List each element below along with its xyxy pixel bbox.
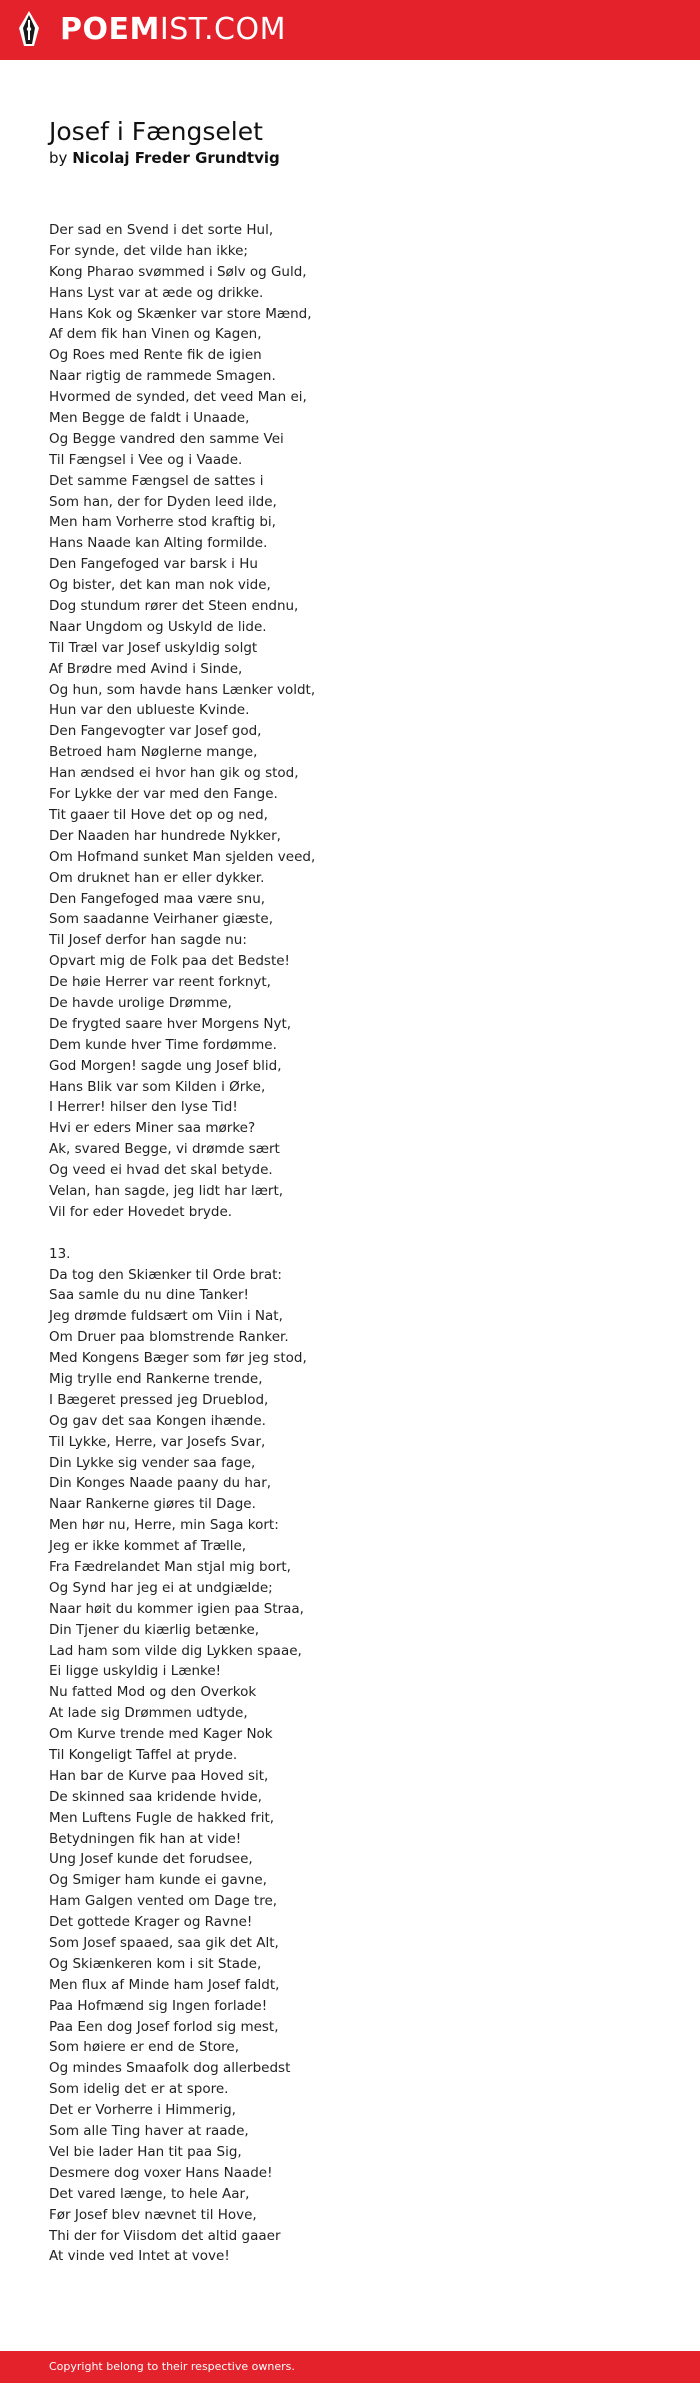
poem-line: Betroed ham Nøglerne mange, xyxy=(49,744,258,761)
poem-line: De frygted saare hver Morgens Nyt, xyxy=(49,1015,292,1032)
poem-line: Om Kurve trende med Kager Nok xyxy=(49,1726,273,1743)
poem-line: Jeg er ikke kommet af Trælle, xyxy=(49,1538,247,1555)
poem-line: Af Brødre med Avind i Sinde, xyxy=(49,660,243,677)
poem-line: Med Kongens Bæger som før jeg stod, xyxy=(49,1350,307,1367)
poem-line: Og Roes med Rente fik de igien xyxy=(49,347,262,364)
site-footer xyxy=(0,2351,700,2383)
poem-line: God Morgen! sagde ung Josef blid, xyxy=(49,1057,282,1074)
poem-line: Men hør nu, Herre, min Saga kort: xyxy=(49,1517,279,1534)
poem-line: Men Begge de faldt i Unaade, xyxy=(49,410,250,427)
poem-line: Han ændsed ei hvor han gik og stod, xyxy=(49,765,299,782)
poem-line: Paa Hofmænd sig Ingen forlade! xyxy=(49,1997,268,2014)
poem-line: Han bar de Kurve paa Hoved sit, xyxy=(49,1767,269,1784)
poem-line: Nu fatted Mod og den Overkok xyxy=(49,1684,257,1701)
poem-line: Hans Kok og Skænker var store Mænd, xyxy=(49,305,312,322)
poem-line: Om Druer paa blomstrende Ranker. xyxy=(49,1329,289,1346)
poem-line: Til Kongeligt Taffel at pryde. xyxy=(49,1747,238,1764)
poem-line: Dem kunde hver Time fordømme. xyxy=(49,1036,277,1053)
poem-line: I Herrer! hilser den lyse Tid! xyxy=(49,1099,238,1116)
poem-title: Josef i Fængselet xyxy=(49,117,263,146)
poem-line: Til Lykke, Herre, var Josefs Svar, xyxy=(49,1433,266,1450)
poem-line: Jeg drømde fuldsært om Viin i Nat, xyxy=(49,1308,283,1325)
poem-line: Og mindes Smaafolk dog allerbedst xyxy=(49,2060,291,2077)
poem-line: De skinned saa kridende hvide, xyxy=(49,1788,262,1805)
poem-line: Til Træl var Josef uskyldig solgt xyxy=(49,639,258,656)
poem-line: Det samme Fængsel de sattes i xyxy=(49,472,264,489)
poem-line: Om Hofmand sunket Man sjelden veed, xyxy=(49,848,316,865)
poem-line: Betydningen fik han at vide! xyxy=(49,1830,242,1847)
site-logo[interactable] xyxy=(16,10,286,50)
poem-line: Og Synd har jeg ei at undgiælde; xyxy=(49,1579,273,1596)
poem-line: Din Tjener du kiærlig betænke, xyxy=(49,1621,260,1638)
poem-line: I Bægeret pressed jeg Drueblod, xyxy=(49,1391,269,1408)
poem-line: Din Lykke sig vender saa fage, xyxy=(49,1454,256,1471)
poem-line: Naar Ungdom og Uskyld de lide. xyxy=(49,618,267,635)
logo-wordmark xyxy=(60,10,286,50)
poem-body xyxy=(49,220,649,2267)
poem-line: Der sad en Svend i det sorte Hul, xyxy=(49,222,274,238)
poem-line: Din Konges Naade paany du har, xyxy=(49,1475,272,1492)
poem-line: Og gav det saa Kongen ihænde. xyxy=(49,1412,266,1429)
poem-line: Naar Rankerne giøres til Dage. xyxy=(49,1496,256,1513)
poem-line: Den Fangevogter var Josef god, xyxy=(49,723,262,740)
poem-line: Til Fængsel i Vee og i Vaade. xyxy=(49,451,243,468)
poem-line: Vel bie lader Han tit paa Sig, xyxy=(49,2143,242,2160)
poem-line: Det vared længe, to hele Aar, xyxy=(49,2185,250,2202)
poem-line: Og Begge vandred den samme Vei xyxy=(49,430,284,447)
poem-line: Og hun, som havde hans Lænker voldt, xyxy=(49,681,316,698)
poem-line: Før Josef blev nævnet til Hove, xyxy=(49,2206,257,2223)
poem-line: Som han, der for Dyden leed ilde, xyxy=(49,493,277,510)
poem-line: For synde, det vilde han ikke; xyxy=(49,242,248,259)
poem-line: Ham Galgen vented om Dage tre, xyxy=(49,1893,278,1910)
poem-line: Fra Fædrelandet Man stjal mig bort, xyxy=(49,1559,291,1575)
poem-line: Hans Blik var som Kilden i Ørke, xyxy=(49,1078,266,1095)
poem-line: Hun var den ublueste Kvinde. xyxy=(49,702,250,719)
poem-line: Opvart mig de Folk paa det Bedste! xyxy=(49,953,290,970)
poem-line: Desmere dog voxer Hans Naade! xyxy=(49,2164,273,2181)
author-name[interactable]: Nicolaj Freder Grundtvig xyxy=(72,149,280,167)
poem-line: Ei ligge uskyldig i Lænke! xyxy=(49,1663,222,1680)
poem-line: Den Fangefoged maa være snu, xyxy=(49,890,266,907)
poem-line: Kong Pharao svømmed i Sølv og Guld, xyxy=(49,263,307,280)
poem-line: Saa samle du nu dine Tanker! xyxy=(49,1287,249,1304)
poem-line: Der Naaden har hundrede Nykker, xyxy=(49,827,281,844)
poem-line: Som idelig det er at spore. xyxy=(49,2081,229,2098)
poem-line: Som Josef spaaed, saa gik det Alt, xyxy=(49,1935,279,1952)
poem-line: Men ham Vorherre stod kraftig bi, xyxy=(49,514,276,531)
poem-line: Men Luftens Fugle de hakked frit, xyxy=(49,1809,275,1826)
poem-line: Dog stundum rører det Steen endnu, xyxy=(49,598,299,615)
poem-line: Som alle Ting haver at raade, xyxy=(49,2123,249,2140)
poem-line: Om druknet han er eller dykker. xyxy=(49,869,265,886)
poem-line: De høie Herrer var reent forknyt, xyxy=(49,974,271,991)
poem-line: Og bister, det kan man nok vide, xyxy=(49,577,271,594)
poem-line: Naar høit du kommer igien paa Straa, xyxy=(49,1600,304,1617)
logo-light-text: IST.COM xyxy=(159,12,286,47)
poem-line: Og veed ei hvad det skal betyde. xyxy=(49,1162,273,1179)
poem-line: Ung Josef kunde det forudsee, xyxy=(49,1851,253,1868)
poem-line: For Lykke der var med den Fange. xyxy=(49,786,278,803)
pen-nib-icon xyxy=(16,10,42,50)
poem-line: Mig trylle end Rankerne trende, xyxy=(49,1370,263,1387)
poem-line: Hans Lyst var at æde og drikke. xyxy=(49,284,264,301)
poem-line: 13. xyxy=(49,1245,71,1262)
site-header xyxy=(0,0,700,60)
poem-byline xyxy=(49,147,280,169)
poem-line: Og Skiænkeren kom i sit Stade, xyxy=(49,1955,262,1972)
poem-line: Det gottede Krager og Ravne! xyxy=(49,1914,253,1931)
copyright-text: Copyright belong to their respective owners. xyxy=(49,2360,295,2373)
by-label: by xyxy=(49,149,68,167)
poem-line: Thi der for Viisdom det altid gaaer xyxy=(49,2227,281,2244)
poem-line: Som saadanne Veirhaner giæste, xyxy=(49,911,273,928)
poem-line: Hvi er eders Miner saa mørke? xyxy=(49,1120,256,1137)
stanza-break xyxy=(49,1223,649,1244)
poem-line: Af dem fik han Vinen og Kagen, xyxy=(49,326,262,343)
poem-line: At vinde ved Intet at vove! xyxy=(49,2248,230,2265)
poem-line: Og Smiger ham kunde ei gavne, xyxy=(49,1872,267,1889)
poem-line: Ak, svared Begge, vi drømde sært xyxy=(49,1141,280,1158)
poem-line: Tit gaaer til Hove det op og ned, xyxy=(49,806,268,823)
poem-line: Det er Vorherre i Himmerig, xyxy=(49,2102,236,2119)
poem-line: Til Josef derfor han sagde nu: xyxy=(49,932,247,949)
poem-line: Som høiere er end de Store, xyxy=(49,2039,240,2056)
poem-line: Vil for eder Hovedet bryde. xyxy=(49,1203,233,1220)
poem-line: Lad ham som vilde dig Lykken spaae, xyxy=(49,1642,302,1659)
poem-line: At lade sig Drømmen udtyde, xyxy=(49,1705,248,1722)
poem-line: Men flux af Minde ham Josef faldt, xyxy=(49,1976,280,1993)
poem-line: Paa Een dog Josef forlod sig mest, xyxy=(49,2018,279,2035)
logo-bold-text: POEM xyxy=(60,12,160,47)
poem-line: Naar rigtig de rammede Smagen. xyxy=(49,368,276,385)
poem-line: Hvormed de synded, det veed Man ei, xyxy=(49,389,307,406)
poem-line: Da tog den Skiænker til Orde brat: xyxy=(49,1266,282,1283)
poem-line: Den Fangefoged var barsk i Hu xyxy=(49,556,258,573)
poem-line: Velan, han sagde, jeg lidt har lært, xyxy=(49,1182,284,1199)
poem-line: De havde urolige Drømme, xyxy=(49,994,232,1011)
poem-line: Hans Naade kan Alting formilde. xyxy=(49,535,268,552)
